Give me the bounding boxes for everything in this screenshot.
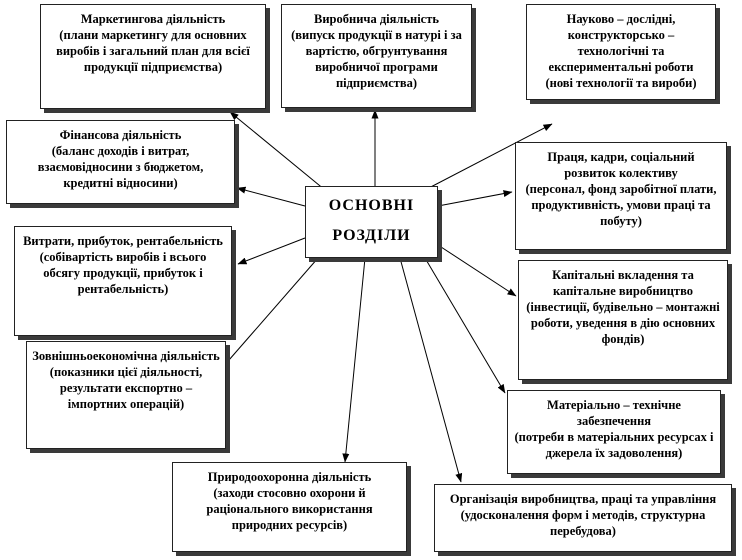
arrow-to-foreign (222, 258, 318, 368)
arrow-to-finance (237, 188, 305, 206)
box-production (281, 4, 472, 108)
box-finance-body: (баланс доходів і витрат, взаємовідносини з бюджетом, кредитні відносини) (37, 144, 204, 190)
box-production-title: Виробнича діяльність (314, 12, 439, 26)
box-research-body: (нові технології та вироби) (545, 76, 697, 90)
center-title-line-1: ОСНОВНІ (328, 197, 415, 214)
box-costs (14, 226, 232, 336)
box-research-title: Науково – дослідні, конструкторсько – технологічні та експериментальні роботи (548, 12, 694, 74)
box-labour (515, 142, 727, 250)
box-capital-title: Капітальні вкладення та капітальне виробництво (552, 268, 694, 298)
box-finance (6, 120, 235, 204)
box-research (526, 4, 716, 100)
box-nature-title: Природоохоронна діяльність (207, 470, 372, 484)
arrow-to-labour (438, 192, 512, 206)
box-foreign-title: Зовнішньоекономічна діяльність (32, 349, 220, 363)
box-supply-title: Матеріально – технічне забезпечення (547, 398, 681, 428)
box-organization-title: Організація виробництва, праці та управління (449, 492, 717, 506)
center-box-main-sections (305, 186, 438, 258)
arrow-to-capital (438, 245, 516, 296)
box-labour-title: Праця, кадри, соціальний розвиток колективу (547, 150, 695, 180)
box-production-body: (випуск продукції в натурі і за вартістю, обгрунтування виробничої програми підприємства) (291, 28, 462, 90)
center-title-line-2: РОЗДІЛИ (332, 227, 411, 244)
box-finance-title: Фінансова діяльність (59, 128, 182, 142)
box-nature (172, 462, 407, 552)
box-marketing-title: Маркетингова діяльність (80, 12, 226, 26)
arrow-to-costs (238, 238, 305, 264)
arrow-to-organization (400, 258, 461, 482)
box-supply (507, 390, 721, 474)
box-supply-body: (потреби в матеріальних ресурсах і джерела їх задоволення) (514, 430, 714, 460)
box-nature-body: (заходи стосовно охорони й раціонального використання природних ресурсів) (206, 486, 373, 532)
box-foreign-body: (показники цієї діяльності, результати експортно – імпортних операцій) (49, 365, 203, 411)
box-labour-body: (персонал, фонд заробітної плати, продуктивність, умови праці та побуту) (525, 182, 717, 228)
arrow-to-nature (345, 258, 365, 462)
box-marketing-body: (плани маркетингу для основних виробів і загальний план для всієї продукції підприємства) (56, 28, 250, 74)
box-costs-body: (собівартість виробів і всього обсягу продукції, прибуток і рентабельність) (39, 250, 207, 296)
box-foreign (26, 341, 226, 449)
box-organization (434, 484, 732, 552)
box-capital (518, 260, 728, 380)
box-costs-title: Витрати, прибуток, рентабельність (23, 234, 223, 248)
arrow-to-marketing (230, 112, 325, 190)
arrow-to-supply (425, 258, 505, 393)
box-organization-body: (удосконалення форм і методів, структурна перебудова) (460, 508, 706, 538)
box-capital-body: (інвестиції, будівельно – монтажні роботи, уведення в дію основних фондів) (526, 300, 720, 346)
box-marketing (40, 4, 266, 109)
